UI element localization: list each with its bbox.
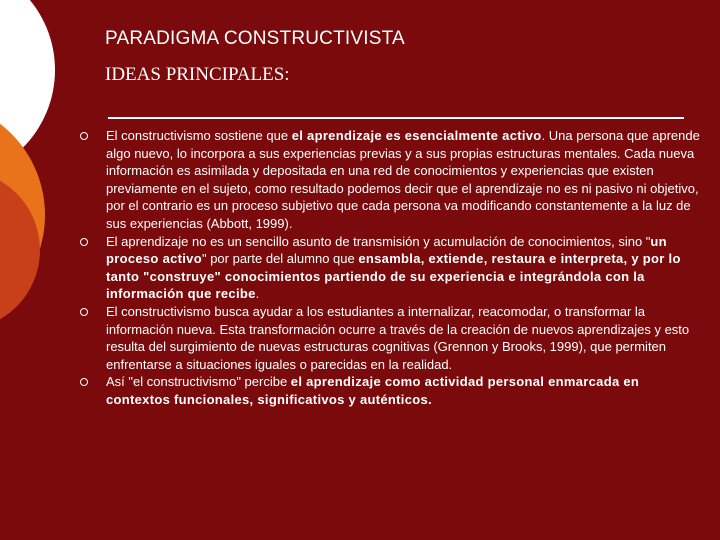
orange-circle-decoration	[0, 100, 45, 330]
item-text: El constructivismo sostiene que	[106, 128, 292, 143]
item-emphasis: el aprendizaje como actividad personal enmarcada en contextos funcionales, significativos y auténticos.	[106, 374, 640, 407]
item-text: El aprendizaje no es un sencillo asunto de transmisión y acumulación de conocimientos, sino "	[106, 233, 651, 249]
item-text: " por parte del alumno que	[201, 251, 359, 267]
list-item	[80, 127, 702, 233]
slide-subtitle: IDEAS PRINCIPALES:	[105, 64, 290, 85]
list-item	[80, 373, 702, 408]
white-circle-decoration	[0, 0, 55, 180]
bullet-circle-icon	[80, 308, 88, 316]
slide-title: PARADIGMA CONSTRUCTIVISTA	[105, 28, 405, 49]
item-emphasis: el aprendizaje es esencialmente activo	[291, 128, 542, 143]
list-item	[80, 303, 702, 373]
item-text: .	[255, 286, 260, 302]
dark-orange-circle-decoration	[0, 170, 40, 330]
list-item	[80, 233, 702, 303]
item-emphasis: ensambla, extiende, restaura e interpreta, y por lo tanto "construye" conocimientos partiendo de su experiencia e integrándola con la información que recibe	[106, 251, 681, 302]
bullet-circle-icon	[80, 378, 88, 386]
title-divider	[108, 117, 684, 119]
item-text: . Una persona que aprende algo nuevo, lo incorpora a sus experiencias previas y a sus propias estructuras mentales. Cada nueva información es asimilada y depositada en una red de conocimientos y experiencias que existen previamente en el sujeto, como resultado podemos decir que el aprendizaje no es ni pasivo ni objetivo, por el contrario es un proceso subjetivo que cada persona va modificando constantemente a la luz de sus experiencias (Abbott, 1999).	[106, 128, 700, 231]
item-text: Así "el constructivismo" percibe	[106, 374, 291, 390]
bullet-list	[80, 127, 702, 409]
item-text: El constructivismo busca ayudar a los estudiantes a internalizar, reacomodar, o transformar la información nueva. Esta transformación ocurre a través de la creación de nuevos aprendizajes y esto resulta del surgimiento de nuevas estructuras cognitivas (Grennon y Brooks, 1999), que permiten enfrentarse a situaciones iguales o parecidas en la realidad.	[106, 303, 690, 372]
item-emphasis: un proceso activo	[106, 233, 667, 267]
bullet-circle-icon	[80, 132, 88, 140]
bullet-circle-icon	[80, 238, 88, 246]
